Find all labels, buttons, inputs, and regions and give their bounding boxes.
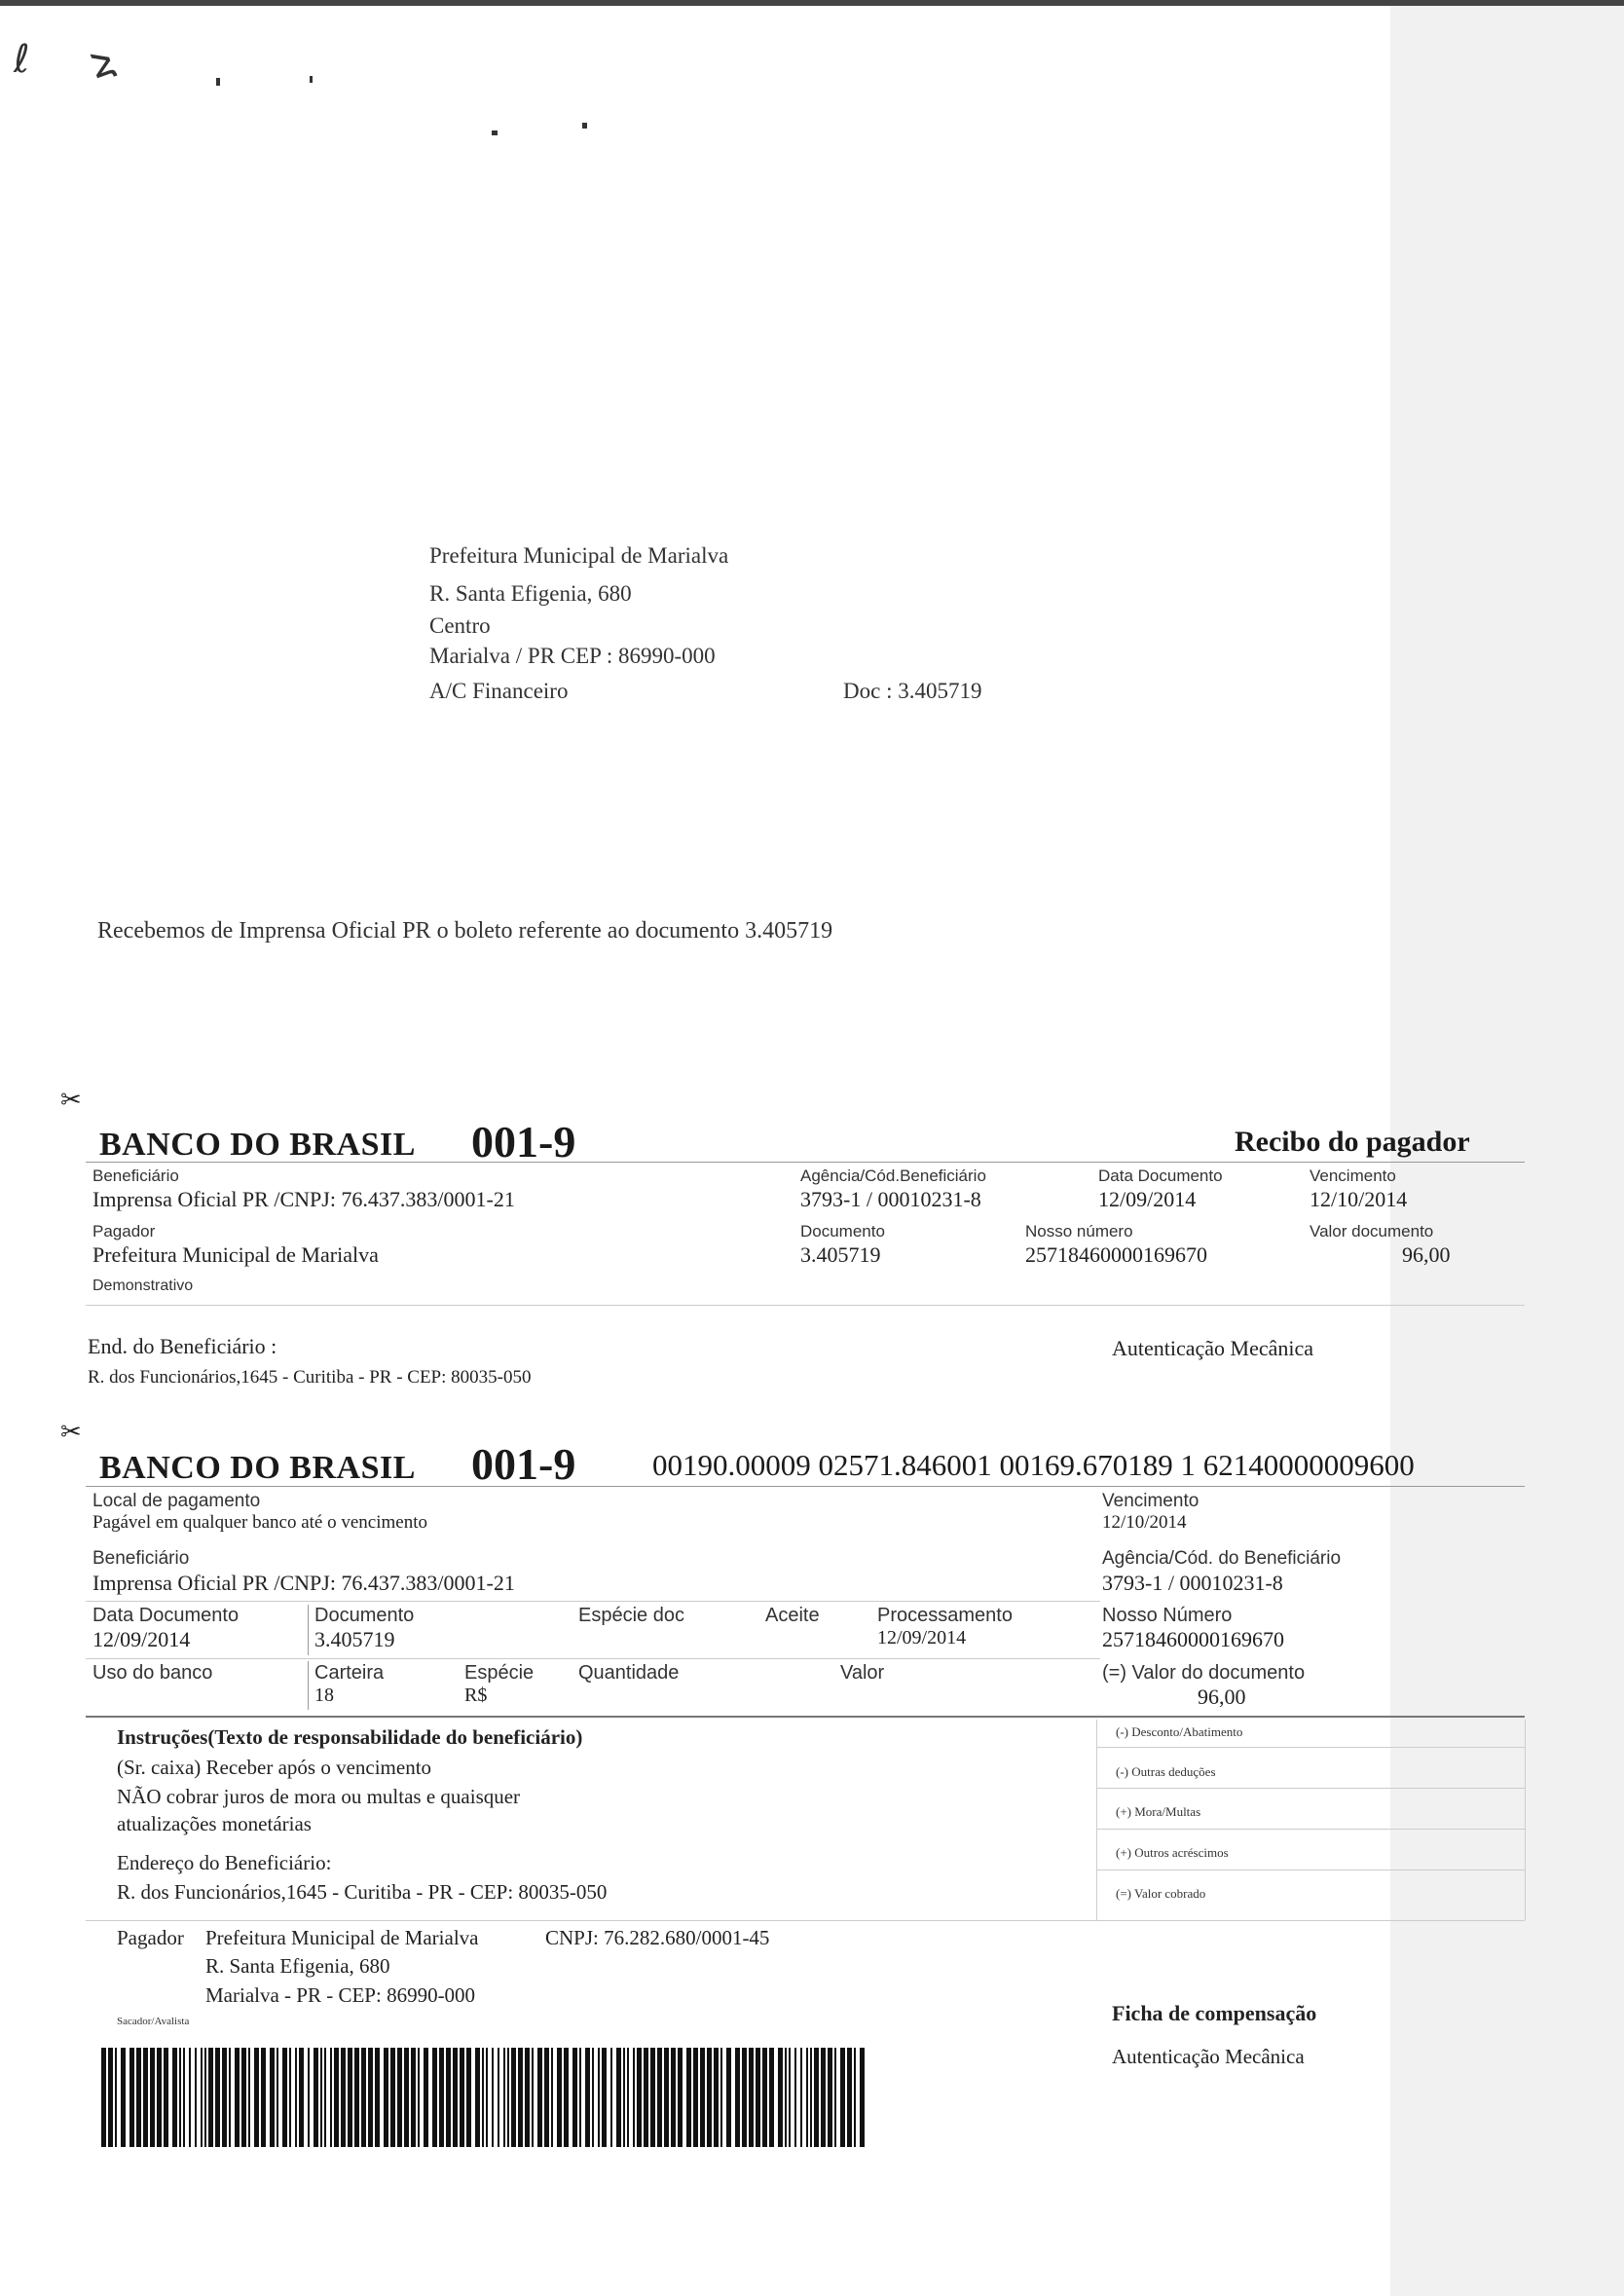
barcode-bar [544, 2048, 549, 2147]
barcode-bar [136, 2048, 141, 2147]
header-street: R. Santa Efigenia, 680 [429, 581, 632, 606]
barcode-bar [800, 2048, 802, 2147]
barcode-bar [525, 2048, 530, 2147]
barcode-bar [735, 2048, 740, 2147]
ficha-quantidade-label: Quantidade [578, 1662, 680, 1684]
barcode-bar [397, 2048, 402, 2147]
header-doc: Doc : 3.405719 [843, 679, 982, 703]
barcode-bar [834, 2048, 836, 2147]
ficha-data-doc: 12/09/2014 [92, 1627, 191, 1651]
barcode-bar [616, 2048, 621, 2147]
divider [86, 1486, 1525, 1487]
divider [86, 1601, 1100, 1602]
barcode-bar [794, 2048, 796, 2147]
recibo-nosso-numero: 25718460000169670 [1025, 1242, 1207, 1267]
ficha-agencia: 3793-1 / 00010231-8 [1102, 1571, 1283, 1595]
barcode-bar [201, 2048, 203, 2147]
barcode-bar [671, 2048, 676, 2147]
barcode-bar [810, 2048, 812, 2147]
divider [1096, 1829, 1525, 1830]
ficha-valor-label: Valor [840, 1662, 885, 1684]
barcode-bar [627, 2048, 629, 2147]
recibo-documento-label: Documento [800, 1222, 885, 1241]
ficha-end: R. dos Funcionários,1645 - Curitiba - PR - CEP: 80035-050 [117, 1880, 608, 1904]
ficha-pagador: Prefeitura Municipal de Marialva [205, 1926, 479, 1949]
recibo-data-doc-label: Data Documento [1098, 1167, 1223, 1185]
barcode-bar [486, 2048, 488, 2147]
ficha-nosso-numero-label: Nosso Número [1102, 1605, 1233, 1626]
barcode-bar [623, 2048, 625, 2147]
barcode-bar [492, 2048, 494, 2147]
recibo-valor-label: Valor documento [1310, 1222, 1434, 1241]
ficha-especie-doc-label: Espécie doc [578, 1605, 684, 1626]
scan-mark: ℓ [14, 37, 30, 82]
barcode-bar [789, 2048, 791, 2147]
barcode-bar [498, 2048, 499, 2147]
ficha-especie-label: Espécie [464, 1662, 535, 1684]
header-city: Marialva / PR CEP : 86990-000 [429, 644, 716, 668]
recibo-bank-code: 001-9 [471, 1117, 576, 1167]
ficha-valor-doc: 96,00 [1198, 1685, 1246, 1709]
recibo-pagador-label: Pagador [92, 1222, 156, 1241]
barcode-bar [821, 2048, 826, 2147]
barcode-bar [222, 2048, 227, 2147]
barcode-bar [633, 2048, 635, 2147]
barcode-bar [320, 2048, 322, 2147]
recibo-title: Recibo do pagador [1235, 1126, 1470, 1158]
ficha-processamento: 12/09/2014 [877, 1627, 967, 1648]
barcode-bar [503, 2048, 505, 2147]
barcode-bar [348, 2048, 352, 2147]
barcode-bar [195, 2048, 197, 2147]
barcode-bar [299, 2048, 304, 2147]
ficha-bank-name: BANCO DO BRASIL [99, 1450, 416, 1486]
barcode-bar [270, 2048, 275, 2147]
instrucao-line: NÃO cobrar juros de mora ou multas e quaisquer [117, 1785, 521, 1808]
scissors-icon: ✂ [60, 1418, 82, 1447]
ficha-documento: 3.405719 [314, 1627, 395, 1651]
barcode-bar [511, 2048, 516, 2147]
ficha-agencia-label: Agência/Cód. do Beneficiário [1102, 1548, 1342, 1569]
barcode-bar [756, 2048, 760, 2147]
barcode-bar [229, 2048, 231, 2147]
barcode-bar [314, 2048, 318, 2147]
barcode-bar [475, 2048, 480, 2147]
header-org: Prefeitura Municipal de Marialva [429, 543, 729, 568]
barcode-bar [557, 2048, 562, 2147]
barcode-bar [424, 2048, 428, 2147]
barcode-bar [308, 2048, 310, 2147]
barcode-bar [189, 2048, 191, 2147]
header-district: Centro [429, 613, 491, 638]
barcode-bar [375, 2048, 380, 2147]
barcode [101, 2048, 870, 2147]
barcode-bar [707, 2048, 712, 2147]
barcode-bar [840, 2048, 845, 2147]
barcode-bar [208, 2048, 213, 2147]
barcode-bar [439, 2048, 444, 2147]
barcode-bar [585, 2048, 590, 2147]
barcode-bar [241, 2048, 246, 2147]
barcode-bar [644, 2048, 648, 2147]
divider [308, 1661, 309, 1710]
barcode-bar [610, 2048, 612, 2147]
barcode-bar [121, 2048, 126, 2147]
barcode-bar [749, 2048, 754, 2147]
divider [1525, 1720, 1526, 1920]
barcode-bar [854, 2048, 856, 2147]
barcode-bar [341, 2048, 346, 2147]
barcode-bar [289, 2048, 291, 2147]
barcode-bar [693, 2048, 698, 2147]
barcode-bar [446, 2048, 451, 2147]
scan-mark: ⲹ [81, 30, 121, 91]
recibo-beneficiario-label: Beneficiário [92, 1167, 179, 1185]
ficha-vencimento: 12/10/2014 [1102, 1512, 1187, 1533]
barcode-bar [814, 2048, 819, 2147]
ficha-pagador-cnpj: CNPJ: 76.282.680/0001-45 [545, 1926, 770, 1949]
instrucao-line: atualizações monetárias [117, 1812, 312, 1835]
barcode-bar [150, 2048, 155, 2147]
ficha-vencimento-label: Vencimento [1102, 1491, 1200, 1511]
divider [86, 1305, 1525, 1306]
barcode-bar [769, 2048, 774, 2147]
ficha-carteira: 18 [314, 1685, 334, 1706]
barcode-bar [466, 2048, 471, 2147]
recibo-beneficiario: Imprensa Oficial PR /CNPJ: 76.437.383/0001-21 [92, 1187, 515, 1211]
recibo-end-label: End. do Beneficiário : [88, 1334, 277, 1358]
divider [86, 1658, 1100, 1659]
barcode-bar [277, 2048, 278, 2147]
scan-top-border [0, 0, 1624, 6]
recibo-data-doc: 12/09/2014 [1098, 1187, 1197, 1211]
recibo-vencimento-label: Vencimento [1310, 1167, 1396, 1185]
ficha-autenticacao: Autenticação Mecânica [1112, 2045, 1305, 2068]
recibo-autenticacao: Autenticação Mecânica [1112, 1336, 1314, 1360]
side-field: (=) Valor cobrado [1116, 1886, 1206, 1901]
ficha-valor-doc-label: (=) Valor do documento [1102, 1662, 1306, 1684]
scan-dot [310, 76, 313, 83]
divider [1096, 1747, 1525, 1748]
recibo-demonstrativo-label: Demonstrativo [92, 1278, 194, 1294]
recibo-agencia-label: Agência/Cód.Beneficiário [800, 1167, 986, 1185]
barcode-bar [143, 2048, 148, 2147]
sacador-label: Sacador/Avalista [117, 2016, 190, 2027]
ficha-uso-banco-label: Uso do banco [92, 1662, 213, 1684]
recibo-end: R. dos Funcionários,1645 - Curitiba - PR - CEP: 80035-050 [88, 1367, 532, 1388]
ficha-nosso-numero: 25718460000169670 [1102, 1627, 1284, 1651]
side-field: (+) Mora/Multas [1116, 1804, 1201, 1819]
barcode-bar [551, 2048, 553, 2147]
barcode-bar [860, 2048, 865, 2147]
barcode-bar [460, 2048, 464, 2147]
divider [86, 1162, 1525, 1163]
recibo-bank-name: BANCO DO BRASIL [99, 1127, 416, 1163]
divider [86, 1716, 1525, 1718]
barcode-bar [101, 2048, 106, 2147]
divider [1096, 1720, 1097, 1920]
barcode-bar [172, 2048, 177, 2147]
barcode-bar [778, 2048, 783, 2147]
ficha-title: Ficha de compensação [1112, 2001, 1317, 2025]
receipt-line: Recebemos de Imprensa Oficial PR o boleto referente ao documento 3.405719 [97, 918, 833, 944]
barcode-bar [507, 2048, 509, 2147]
ficha-documento-label: Documento [314, 1605, 415, 1626]
barcode-bar [714, 2048, 719, 2147]
barcode-bar [598, 2048, 600, 2147]
barcode-bar [518, 2048, 523, 2147]
scan-dot [492, 130, 498, 135]
divider [1096, 1788, 1525, 1789]
side-field: (-) Desconto/Abatimento [1116, 1724, 1243, 1739]
instrucoes-title: Instruções(Texto de responsabilidade do beneficiário) [117, 1725, 583, 1749]
ficha-pagador-street: R. Santa Efigenia, 680 [205, 1954, 390, 1978]
barcode-bar [700, 2048, 705, 2147]
barcode-bar [592, 2048, 594, 2147]
barcode-bar [411, 2048, 416, 2147]
barcode-bar [390, 2048, 395, 2147]
recibo-vencimento: 12/10/2014 [1310, 1187, 1408, 1211]
barcode-bar [453, 2048, 458, 2147]
ficha-carteira-label: Carteira [314, 1662, 385, 1684]
barcode-bar [324, 2048, 326, 2147]
barcode-bar [847, 2048, 852, 2147]
barcode-bar [828, 2048, 832, 2147]
ficha-beneficiario-label: Beneficiário [92, 1548, 190, 1569]
barcode-bar [572, 2048, 577, 2147]
barcode-bar [164, 2048, 168, 2147]
barcode-bar [637, 2048, 642, 2147]
recibo-documento: 3.405719 [800, 1242, 881, 1267]
side-field: (-) Outras deduções [1116, 1764, 1216, 1779]
barcode-bar [432, 2048, 437, 2147]
ficha-end-label: Endereço do Beneficiário: [117, 1851, 332, 1874]
ficha-beneficiario: Imprensa Oficial PR /CNPJ: 76.437.383/0001-21 [92, 1571, 515, 1595]
barcode-bar [361, 2048, 366, 2147]
recibo-valor: 96,00 [1402, 1242, 1451, 1267]
barcode-bar [330, 2048, 332, 2147]
barcode-bar [179, 2048, 181, 2147]
barcode-bar [657, 2048, 662, 2147]
barcode-bar [482, 2048, 484, 2147]
barcode-bar [354, 2048, 359, 2147]
scissors-icon: ✂ [60, 1086, 82, 1115]
scan-dot [582, 123, 587, 129]
barcode-bar [404, 2048, 409, 2147]
ficha-especie: R$ [464, 1685, 488, 1706]
divider [308, 1605, 309, 1655]
barcode-bar [183, 2048, 185, 2147]
barcode-bar [785, 2048, 787, 2147]
ficha-local-label: Local de pagamento [92, 1491, 261, 1511]
barcode-bar [686, 2048, 691, 2147]
header-attn: A/C Financeiro [429, 679, 569, 703]
barcode-bar [806, 2048, 808, 2147]
ficha-local: Pagável em qualquer banco até o vencimento [92, 1512, 427, 1533]
barcode-bar [384, 2048, 388, 2147]
ficha-pagador-label: Pagador [117, 1926, 184, 1949]
barcode-bar [295, 2048, 297, 2147]
side-field: (+) Outros acréscimos [1116, 1845, 1229, 1860]
barcode-bar [235, 2048, 240, 2147]
barcode-bar [726, 2048, 731, 2147]
divider [86, 1920, 1525, 1921]
scan-dot [216, 78, 220, 86]
ficha-bank-code: 001-9 [471, 1439, 576, 1489]
barcode-bar [762, 2048, 767, 2147]
linha-digitavel: 00190.00009 02571.846001 00169.670189 1 62140000009600 [652, 1448, 1415, 1482]
barcode-bar [742, 2048, 747, 2147]
ficha-data-doc-label: Data Documento [92, 1605, 240, 1626]
barcode-bar [678, 2048, 683, 2147]
barcode-bar [261, 2048, 266, 2147]
barcode-bar [129, 2048, 134, 2147]
recibo-agencia: 3793-1 / 00010231-8 [800, 1187, 981, 1211]
barcode-bar [537, 2048, 542, 2147]
barcode-bar [334, 2048, 339, 2147]
ficha-pagador-city: Marialva - PR - CEP: 86990-000 [205, 1983, 476, 2007]
barcode-bar [602, 2048, 607, 2147]
barcode-bar [282, 2048, 287, 2147]
barcode-bar [157, 2048, 162, 2147]
barcode-bar [215, 2048, 220, 2147]
barcode-bar [108, 2048, 113, 2147]
barcode-bar [254, 2048, 259, 2147]
barcode-bar [579, 2048, 581, 2147]
barcode-bar [115, 2048, 117, 2147]
recibo-pagador: Prefeitura Municipal de Marialva [92, 1242, 379, 1267]
barcode-bar [664, 2048, 669, 2147]
barcode-bar [532, 2048, 534, 2147]
barcode-bar [720, 2048, 722, 2147]
instrucao-line: (Sr. caixa) Receber após o vencimento [117, 1756, 432, 1779]
ficha-processamento-label: Processamento [877, 1605, 1013, 1626]
barcode-bar [368, 2048, 373, 2147]
ficha-aceite-label: Aceite [765, 1605, 820, 1626]
recibo-nosso-numero-label: Nosso número [1025, 1222, 1133, 1241]
barcode-bar [248, 2048, 250, 2147]
barcode-bar [564, 2048, 569, 2147]
barcode-bar [418, 2048, 420, 2147]
barcode-bar [650, 2048, 655, 2147]
barcode-bar [204, 2048, 206, 2147]
